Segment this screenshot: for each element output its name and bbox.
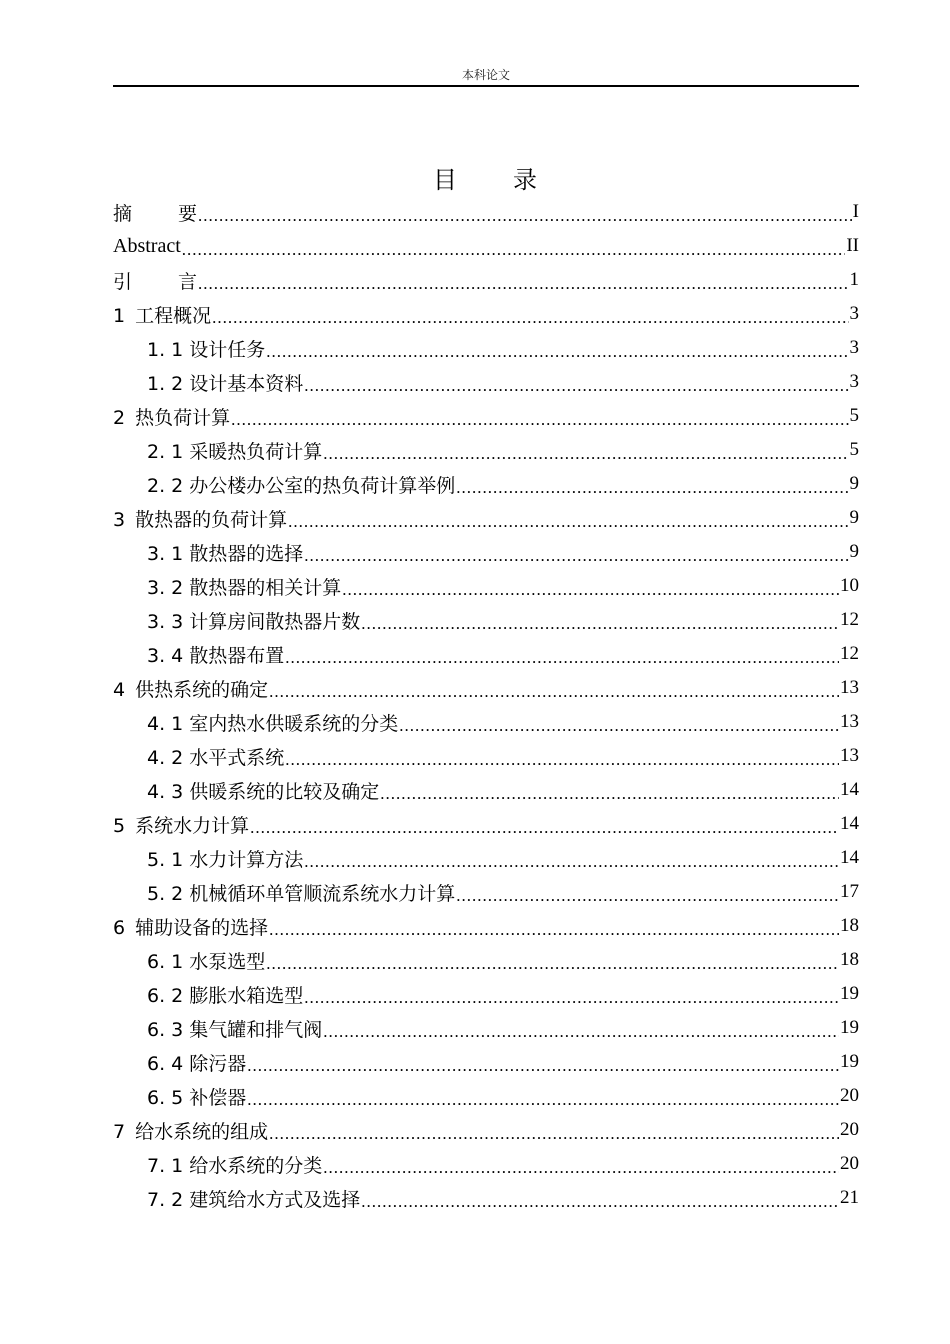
toc-entry-label: 4. 2 水平式系统 [147,746,285,769]
toc-entry-page: 19 [840,983,859,1004]
toc-entry-page: 18 [840,915,859,936]
toc-entry-label [113,913,268,940]
toc-entry-label [113,199,244,226]
toc-entry-page: 1 [849,269,859,290]
toc-entry-page: 3 [849,337,859,358]
toc-entry[interactable] [113,331,859,365]
toc-leader-dots [247,1095,839,1113]
toc-entry-number: 6 [113,916,126,939]
toc-entry[interactable] [113,195,859,229]
toc-entry[interactable] [113,1079,859,1113]
toc-entry-label: 6. 3 集气罐和排气阀 [147,1018,323,1041]
toc-entry-text: 供热系统的确定 [135,678,269,701]
toc-entry[interactable] [113,943,859,977]
toc-entry-label [113,301,211,328]
toc-entry-page: 18 [840,949,859,970]
toc-entry[interactable] [113,705,859,739]
toc-entry[interactable] [113,501,859,535]
toc-entry[interactable] [113,399,859,433]
toc-leader-dots [456,891,839,909]
toc-entry-page: 14 [840,813,859,834]
toc-entry-label: 7. 2 建筑给水方式及选择 [147,1188,361,1211]
toc-entry-number: 7 [113,1120,126,1143]
toc-leader-dots [198,211,852,229]
toc-entry[interactable] [113,739,859,773]
toc-leader-dots [342,585,839,603]
toc-leader-dots [304,551,848,569]
toc-entry-label: Abstract [113,234,181,257]
toc-entry[interactable] [113,603,859,637]
toc-entry-page: 20 [840,1119,859,1140]
toc-entry-page: 12 [840,609,859,630]
toc-entry[interactable] [113,977,859,1011]
header-rule [113,85,859,87]
toc-entry-page: 9 [849,473,859,494]
toc-entry[interactable] [113,1147,859,1181]
toc-entry-label: 5. 2 机械循环单管顺流系统水力计算 [147,882,456,905]
toc-title-char-1: 目 [433,166,459,194]
toc-leader-dots [323,449,848,467]
toc-entry[interactable] [113,229,859,263]
toc-entry-label: 2. 1 采暖热负荷计算 [147,440,323,463]
toc-entry-page: 20 [840,1085,859,1106]
toc-entry-label: 2. 2 办公楼办公室的热负荷计算举例 [147,474,456,497]
toc-entry[interactable] [113,841,859,875]
toc-entry[interactable] [113,297,859,331]
toc-entry-page: 5 [849,405,859,426]
toc-entry-page: 21 [840,1187,859,1208]
toc-entry-label [113,403,230,430]
toc-entry-label: 6. 4 除污器 [147,1052,247,1075]
page-header: 本科论文 [461,68,510,82]
toc-entry-text: 散热器的负荷计算 [135,508,288,531]
toc-leader-dots [456,483,848,501]
toc-entry-number: 2 [113,406,126,429]
toc-leader-dots [266,959,839,977]
toc-entry[interactable] [113,569,859,603]
toc-entry-label: 3. 2 散热器的相关计算 [147,576,342,599]
toc-entry-page: 19 [840,1017,859,1038]
toc-leader-dots [399,721,839,739]
toc-entry-page: 9 [849,541,859,562]
toc-leader-dots [285,755,839,773]
toc-leader-dots [212,313,848,331]
toc-entry-label: 4. 1 室内热水供暖系统的分类 [147,712,399,735]
toc-leader-dots [304,857,839,875]
toc-leader-dots [304,993,839,1011]
toc-entry-page: 3 [849,371,859,392]
toc-leader-dots [247,1061,839,1079]
toc-entry[interactable] [113,909,859,943]
toc-entry-number: 3 [113,508,126,531]
toc-entry-label [113,267,244,294]
toc-entry[interactable] [113,467,859,501]
toc-entry-label: 3. 4 散热器布置 [147,644,285,667]
toc-entry-page: 20 [840,1153,859,1174]
toc-entry-text: 摘要 [113,202,244,225]
toc-leader-dots [231,415,848,433]
toc-entry-page: II [846,235,859,256]
toc-entry-label: 1. 2 设计基本资料 [147,372,304,395]
toc-entry-page: 13 [840,711,859,732]
toc-entry[interactable] [113,263,859,297]
toc-leader-dots [380,789,839,807]
toc-entry[interactable] [113,365,859,399]
toc-entry-number: 4 [113,678,126,701]
toc-entry[interactable] [113,773,859,807]
toc-leader-dots [288,517,848,535]
toc-entry-number: 5 [113,814,126,837]
toc-entry[interactable] [113,807,859,841]
toc-leader-dots [250,823,839,841]
toc-leader-dots [198,279,848,297]
toc-entry-label [113,811,249,838]
toc-entry-label: 7. 1 给水系统的分类 [147,1154,323,1177]
toc-leader-dots [361,1197,839,1215]
toc-entry-page: 14 [840,779,859,800]
toc-entry[interactable] [113,671,859,705]
toc-entry-label: 3. 3 计算房间散热器片数 [147,610,361,633]
toc-title [113,160,859,195]
toc-leader-dots [266,347,848,365]
toc-entry-label: 6. 5 补偿器 [147,1086,247,1109]
toc-leader-dots [361,619,839,637]
toc-entry-page: I [852,201,859,222]
toc-title-char-2: 录 [513,166,539,194]
toc-entry-label: 1. 1 设计任务 [147,338,266,361]
toc-entry-page: 13 [840,745,859,766]
toc-entry-label: 5. 1 水力计算方法 [147,848,304,871]
toc-entry-text: 辅助设备的选择 [135,916,269,939]
toc-entry-page: 19 [840,1051,859,1072]
toc-entry-text: 热负荷计算 [135,406,231,429]
toc-entry-text: 系统水力计算 [135,814,250,837]
toc-entry-text: 给水系统的组成 [135,1120,269,1143]
toc-entry-page: 13 [840,677,859,698]
toc-entry-number: 1 [113,304,126,327]
toc-entry-label [113,505,287,532]
toc-leader-dots [323,1163,839,1181]
toc-leader-dots [269,1129,839,1147]
toc-entry-label [113,675,268,702]
toc-entry-page: 10 [840,575,859,596]
toc-entry[interactable] [113,1045,859,1079]
toc-entry[interactable] [113,535,859,569]
toc-leader-dots [269,925,839,943]
toc-leader-dots [285,653,839,671]
toc-entry-page: 5 [849,439,859,460]
toc-entry-page: 9 [849,507,859,528]
toc-leader-dots [304,381,848,399]
toc-leader-dots [323,1027,839,1045]
toc-entry[interactable] [113,1011,859,1045]
toc-entry-page: 12 [840,643,859,664]
toc-entry[interactable] [113,1113,859,1147]
toc-entry-page: 14 [840,847,859,868]
toc-entry[interactable] [113,1181,859,1215]
toc-leader-dots [182,245,846,263]
toc-entry-text: 工程概况 [135,304,212,327]
toc-entry-label: 3. 1 散热器的选择 [147,542,304,565]
toc-entry-label: 4. 3 供暖系统的比较及确定 [147,780,380,803]
toc-leader-dots [269,687,839,705]
toc-entry[interactable] [113,433,859,467]
toc-entry-page: 17 [840,881,859,902]
table-of-contents [113,195,859,1215]
toc-entry-label [113,1117,268,1144]
toc-entry-page: 3 [849,303,859,324]
toc-entry-label: 6. 2 膨胀水箱选型 [147,984,304,1007]
toc-entry[interactable] [113,637,859,671]
toc-entry-label: 6. 1 水泵选型 [147,950,266,973]
toc-entry-text: 引言 [113,270,244,293]
toc-entry[interactable] [113,875,859,909]
